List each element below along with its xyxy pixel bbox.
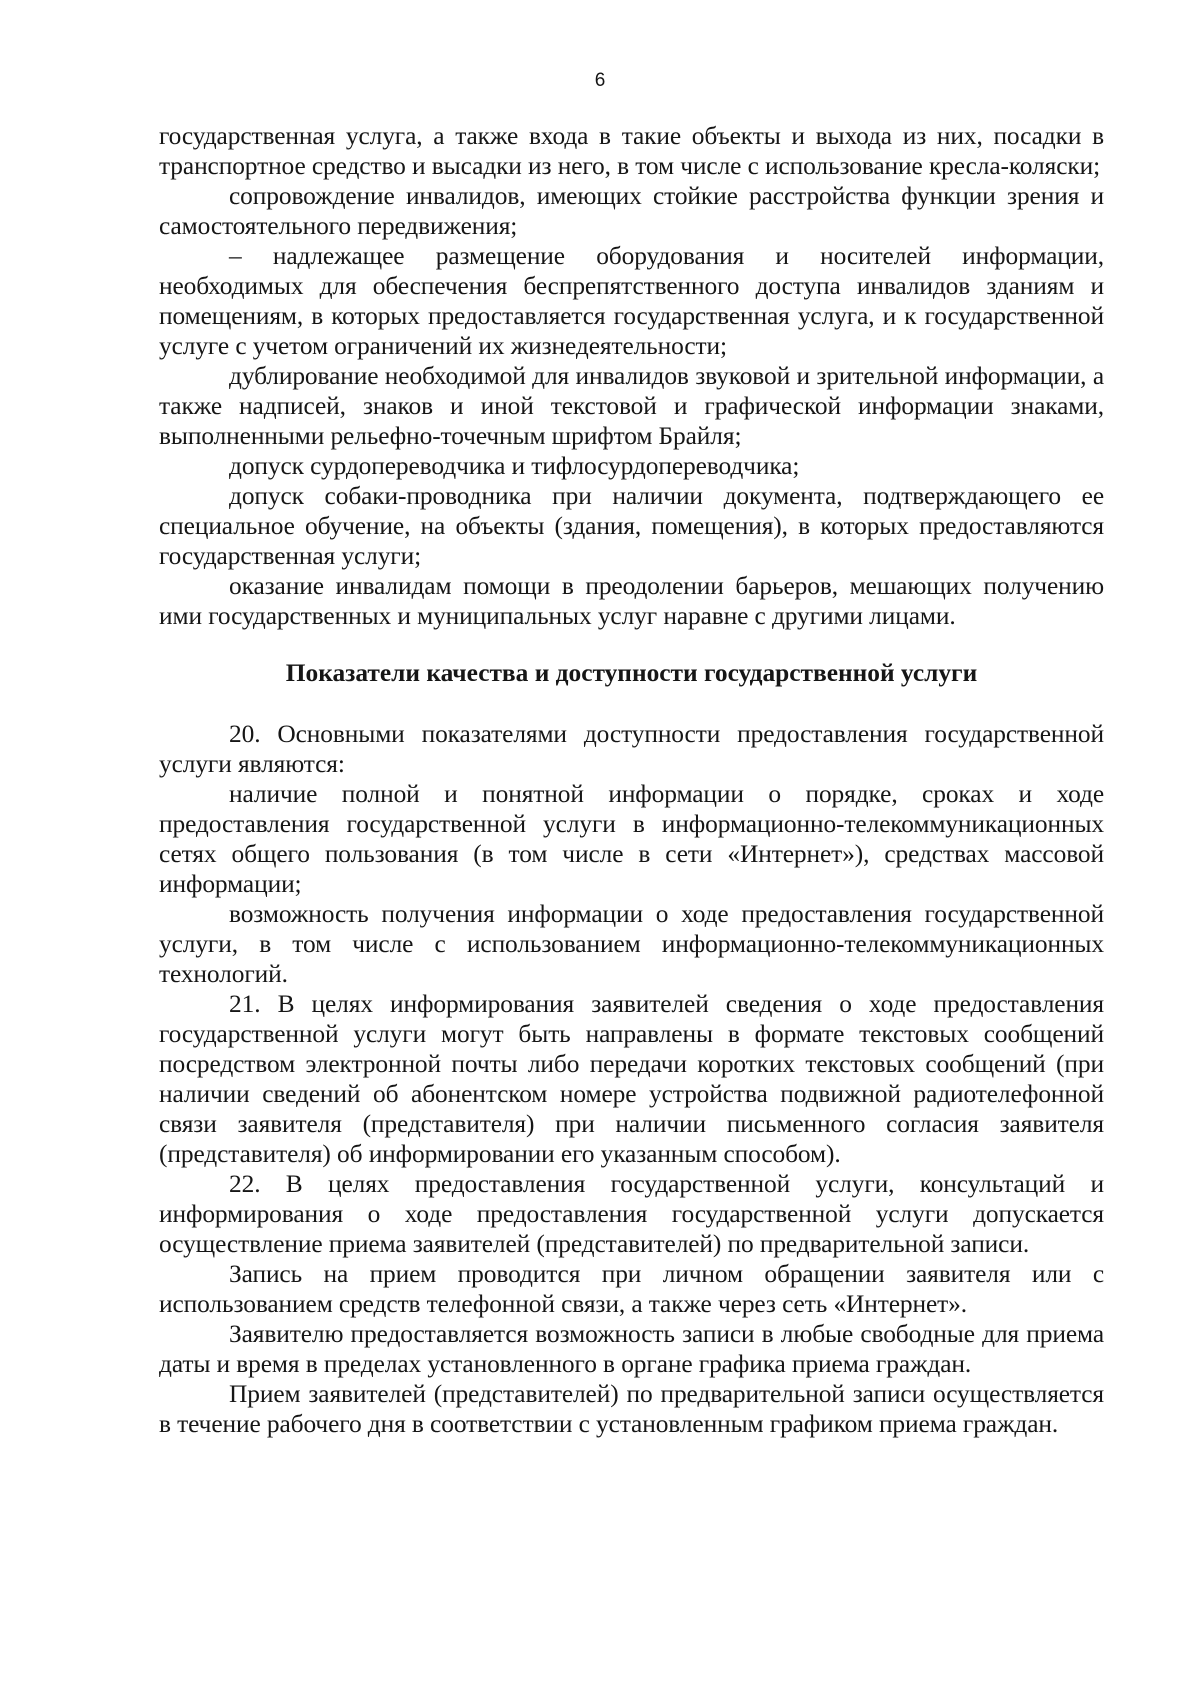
paragraph: возможность получения информации о ходе предоставления государственной услуги, в том числе с использованием информационно-телекоммуникационных технологий. <box>159 900 1104 988</box>
paragraph: Прием заявителей (представителей) по предварительной записи осуществляется в течение рабочего дня в соответствии с установленным графиком приема граждан. <box>159 1380 1104 1438</box>
paragraphs-before-heading <box>159 121 1104 631</box>
paragraph: 22. В целях предоставления государственной услуги, консультаций и информирования о ходе предоставления государственной услуги допускается осуществление приема заявителей (представителей) по предварительной записи. <box>159 1170 1104 1258</box>
page-number: 6 <box>594 70 606 91</box>
paragraph: государственная услуга, а также входа в такие объекты и выхода из них, посадки в транспортное средство и высадки из него, в том числе с использование кресла-коляски; <box>159 122 1104 180</box>
paragraph: – надлежащее размещение оборудования и носителей информации, необходимых для обеспечения беспрепятственного доступа инвалидов зданиям и помещениям, в которых предоставляется государственная услуга, и к государственной услуге с учетом ограничений их жизнедеятельности; <box>159 242 1104 360</box>
paragraph: сопровождение инвалидов, имеющих стойкие расстройства функции зрения и самостоятельного передвижения; <box>159 182 1104 240</box>
paragraph: оказание инвалидам помощи в преодолении барьеров, мешающих получению ими государственных и муниципальных услуг наравне с другими лицами. <box>159 572 1104 630</box>
paragraph: допуск сурдопереводчика и тифлосурдопереводчика; <box>229 452 800 480</box>
paragraph: дублирование необходимой для инвалидов звуковой и зрительной информации, а также надписей, знаков и иной текстовой и графической информации знаками, выполненными рельефно-точечным шрифтом Брайля; <box>159 362 1104 450</box>
paragraph: допуск собаки-проводника при наличии документа, подтверждающего ее специальное обучение, на объекты (здания, помещения), в которых предоставляются государственная услуги; <box>159 482 1104 570</box>
paragraph: наличие полной и понятной информации о порядке, сроках и ходе предоставления государственной услуги в информационно-телекоммуникационных сетях общего пользования (в том числе в сети «Интернет»), средствах массовой информации; <box>159 780 1104 898</box>
section-heading: Показатели качества и доступности государственной услуги <box>285 659 978 687</box>
paragraph: Запись на прием проводится при личном обращении заявителя или с использованием средств телефонной связи, а также через сеть «Интернет». <box>159 1260 1104 1318</box>
paragraph: Заявителю предоставляется возможность записи в любые свободные для приема даты и время в пределах установленного в органе графика приема граждан. <box>159 1320 1104 1378</box>
paragraph: 20. Основными показателями доступности предоставления государственной услуги являются: <box>159 720 1104 778</box>
document-body <box>159 121 1104 1439</box>
paragraphs-after-heading <box>159 719 1104 1439</box>
paragraph: 21. В целях информирования заявителей сведения о ходе предоставления государственной услуги могут быть направлены в формате текстовых сообщений посредством электронной почты либо передачи коротких текстовых сообщений (при наличии сведений об абонентском номере устройства подвижной радиотелефонной связи заявителя (представителя) при наличии письменного согласия заявителя (представителя) об информировании его указанным способом). <box>159 990 1104 1168</box>
